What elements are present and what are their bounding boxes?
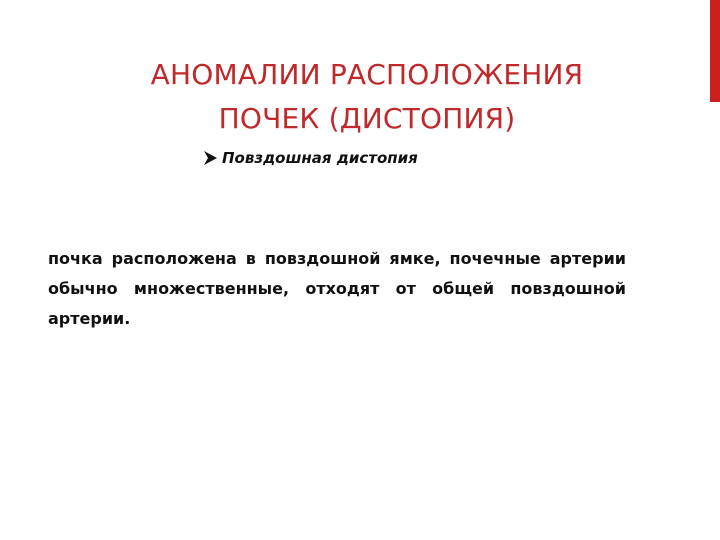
title-line-1: АНОМАЛИИ РАСПОЛОЖЕНИЯ [150, 57, 584, 91]
title-line-2: ПОЧЕК (ДИСТОПИЯ) [218, 101, 516, 135]
slide-title [62, 53, 672, 141]
arrow-bullet-icon [203, 150, 218, 166]
bullet-label: Повздошная дистопия [222, 149, 418, 167]
bullet-item [203, 149, 418, 167]
body-paragraph: почка расположена в повздошной ямке, почечные артерии обычно множественные, отходят от общей повздошной артерии. [48, 249, 626, 328]
accent-bar [710, 0, 720, 102]
